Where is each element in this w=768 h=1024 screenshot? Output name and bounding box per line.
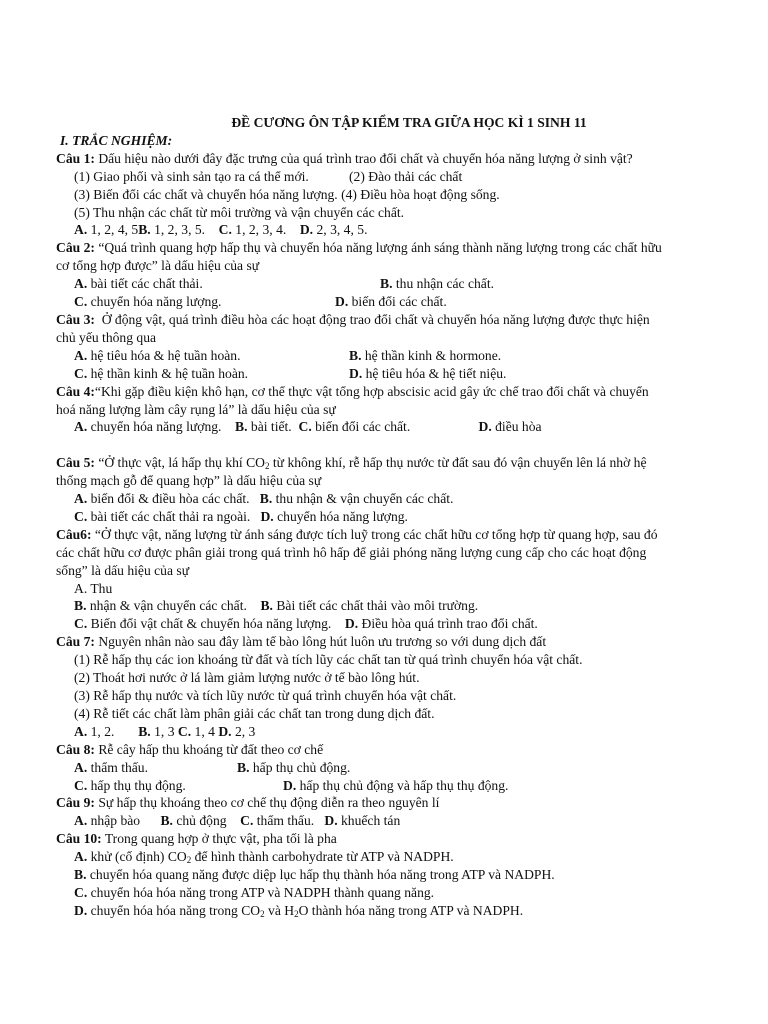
- q10-option-b: B. chuyển hóa quang năng được diệp lục hấp thụ thành hóa năng trong ATP và NADPH.: [74, 867, 555, 883]
- question-5-cont: thống mạch gỗ để quang hợp” là dấu hiệu của sự: [56, 473, 322, 489]
- question-9: Câu 9: Sự hấp thụ khoáng theo cơ chế thụ động diễn ra theo nguyên lí: [56, 795, 440, 811]
- q6-options-b: B. nhận & vận chuyển các chất. B. Bài tiết các chất thải vào môi trường.: [74, 598, 479, 614]
- q5-options-ab: A. biến đổi & điều hòa các chất. B. thu nhận & vận chuyển các chất.: [74, 491, 454, 507]
- page-title: ĐỀ CƯƠNG ÔN TẬP KIỂM TRA GIỮA HỌC KÌ 1 SINH 11: [231, 115, 587, 130]
- question-5: Câu 5: “Ở thực vật, lá hấp thụ khí $CO_2$ từ không khí, rễ hấp thụ nước từ đất sau đó vận chuyển lên lá nhờ hệ: [56, 455, 647, 472]
- q10-option-d: D. chuyển hóa hóa năng trong $CO_2$ và $H_2O$ thành hóa năng trong ATP và NADPH.: [74, 902, 524, 919]
- q8-options-ab: A. thẩm thấu. B. hấp thụ chủ động.: [74, 759, 351, 775]
- question-7: Câu 7: Nguyên nhân nào sau đây làm tế bào lông hút luôn ưu trương so với dung dịch đất: [56, 634, 547, 650]
- q1-statements-row1: (1) Giao phối và sinh sản tạo ra cá thể mới. (2) Đào thải các chất: [74, 168, 463, 184]
- q10-option-c: C. chuyển hóa hóa năng trong ATP và NADPH thành quang năng.: [74, 884, 435, 900]
- question-8: Câu 8: Rễ cây hấp thu khoáng từ đất theo cơ chế: [56, 741, 324, 757]
- document: [56, 114, 736, 920]
- q7-statement-4: (4) Rễ tiết các chất làm phân giải các chất tan trong dung dịch đất.: [74, 705, 435, 721]
- question-6-cont2: sống” là dấu hiệu của sự: [56, 562, 190, 578]
- q7-statement-3: (3) Rễ hấp thụ nước và tích lũy nước từ quá trình chuyển hóa vật chất.: [74, 687, 457, 703]
- question-6-cont: các chất hữu cơ được phân giải trong quá trình hô hấp để giải phóng năng lượng cung cấp cho các hoạt động: [56, 544, 647, 560]
- question-4: Câu 4:“Khi gặp điều kiện khô hạn, cơ thể thực vật tổng hợp abscisic acid gây ức chế trao đổi chất và chuyển: [56, 383, 649, 399]
- q1-statements-row2: (3) Biến đổi các chất và chuyển hóa năng lượng. (4) Điều hòa hoạt động sống.: [74, 186, 500, 202]
- q9-options: A. nhập bào B. chủ động C. thẩm thấu. D. khuếch tán: [74, 813, 401, 829]
- q3-options-cd: C. hệ thần kinh & hệ tuần hoàn. D. hệ tiêu hóa & hệ tiết niệu.: [74, 365, 507, 381]
- q5-options-cd: C. bài tiết các chất thải ra ngoài. D. chuyển hóa năng lượng.: [74, 508, 408, 524]
- q3-options-ab: A. hệ tiêu hóa & hệ tuần hoàn. B. hệ thần kinh & hormone.: [74, 347, 502, 363]
- q6-option-a: A. Thu: [74, 580, 113, 596]
- spacer: [56, 436, 736, 454]
- q6-options-cd: C. Biến đổi vật chất & chuyển hóa năng lượng. D. Điều hòa quá trình trao đổi chất.: [74, 616, 538, 632]
- question-2-cont: cơ tổng hợp được” là dấu hiệu của sự: [56, 258, 260, 274]
- q10-option-a: A. khử (cố định) $CO_2$ để hình thành carbohydrate từ ATP và NADPH.: [74, 849, 454, 866]
- q4-options: A. chuyển hóa năng lượng. B. bài tiết. C. biến đổi các chất. D. điều hòa: [74, 419, 542, 435]
- question-3: Câu 3: Ở động vật, quá trình điều hòa các hoạt động trao đổi chất và chuyển hóa năng lượng được thực hiện: [56, 311, 650, 327]
- section-heading: I. TRẮC NGHIỆM:: [60, 132, 173, 148]
- q8-options-cd: C. hấp thụ thụ động. D. hấp thụ chủ động và hấp thụ thụ động.: [74, 777, 509, 793]
- q1-statement-5: (5) Thu nhận các chất từ môi trường và vận chuyển các chất.: [74, 204, 405, 220]
- question-6: Câu6: “Ở thực vật, năng lượng từ ánh sáng được tích luỹ trong các chất hữu cơ tổng hợp từ quang hợp, sau đó: [56, 526, 658, 542]
- q7-options: A. 1, 2. B. 1, 3 C. 1, 4 D. 2, 3: [74, 723, 256, 739]
- question-2: Câu 2: “Quá trình quang hợp hấp thụ và chuyển hóa năng lượng ánh sáng thành năng lượng trong các chất hữu: [56, 240, 662, 256]
- question-10: Câu 10: Trong quang hợp ở thực vật, pha tối là pha: [56, 831, 337, 847]
- question-3-cont: chủ yếu thông qua: [56, 329, 157, 345]
- q7-statement-1: (1) Rễ hấp thụ các ion khoáng từ đất và tích lũy các chất tan từ quá trình chuyển hóa vật chất.: [74, 652, 583, 668]
- question-1: Câu 1: Dấu hiệu nào dưới đây đặc trưng của quá trình trao đổi chất và chuyển hóa năng lượng ở sinh vật?: [56, 150, 633, 166]
- q2-options-cd: C. chuyển hóa năng lượng. D. biến đổi các chất.: [74, 294, 447, 310]
- q7-statement-2: (2) Thoát hơi nước ở lá làm giảm lượng nước ở tế bào lông hút.: [74, 670, 420, 686]
- q1-options: A. 1, 2, 4, 5B. 1, 2, 3, 5. C. 1, 2, 3, 4. D. 2, 3, 4, 5.: [74, 222, 368, 238]
- question-4-cont: hoá năng lượng làm cây rụng lá” là dấu hiệu của sự: [56, 401, 336, 417]
- q2-options-ab: A. bài tiết các chất thải. B. thu nhận các chất.: [74, 276, 495, 292]
